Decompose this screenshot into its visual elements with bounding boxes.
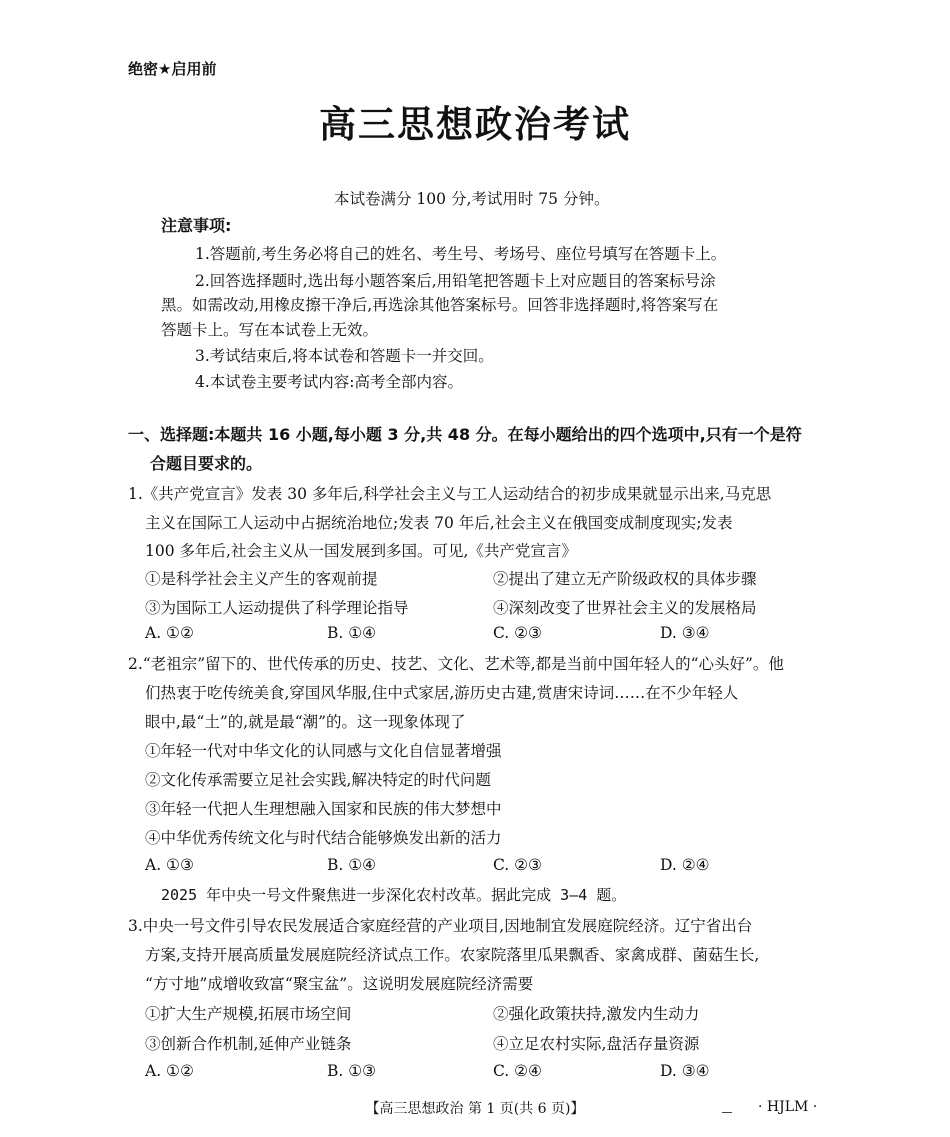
q3-answer-a: A. ①② <box>145 1062 194 1080</box>
q2-answer-d: D. ②④ <box>660 856 710 874</box>
notice-item-2-line-1: 2.回答选择题时,选出每小题答案后,用铅笔把答题卡上对应题目的答案标号涂 <box>195 272 716 290</box>
footer-code: · HJLM · <box>758 1099 818 1115</box>
notice-item-4: 4.本试卷主要考试内容:高考全部内容。 <box>195 373 464 391</box>
q3-option-1: ①扩大生产规模,拓展市场空间 <box>145 1005 352 1023</box>
q1-answer-d: D. ③④ <box>660 624 710 642</box>
q1-stem-line-2: 主义在国际工人运动中占据统治地位;发表 70 年后,社会主义在俄国变成制度现实;发表 <box>145 514 733 532</box>
q1-stem-line-3: 100 多年后,社会主义从一国发展到多国。可见,《共产党宣言》 <box>145 542 577 560</box>
q1-answer-b: B. ①④ <box>327 624 377 642</box>
page-footer: 【高三思想政治 第 1 页(共 6 页)】 <box>365 1101 585 1117</box>
section-heading-line-2: 合题目要求的。 <box>150 454 263 473</box>
q2-stem-line-1: 2.“老祖宗”留下的、世代传承的历史、技艺、文化、艺术等,都是当前中国年轻人的“心头好”。他 <box>128 655 784 673</box>
q1-option-2: ②提出了建立无产阶级政权的具体步骤 <box>493 570 757 588</box>
q1-answer-a: A. ①② <box>145 624 194 642</box>
material-intro: 2025 年中央一号文件聚焦进一步深化农村改革。据此完成 3—4 题。 <box>161 886 627 904</box>
q3-stem-line-2: 方案,支持开展高质量发展庭院经济试点工作。农家院落里瓜果飘香、家禽成群、菌菇生长, <box>145 946 760 964</box>
q3-option-4: ④立足农村实际,盘活存量资源 <box>493 1035 700 1053</box>
q3-stem-line-1: 3.中央一号文件引导农民发展适合家庭经营的产业项目,因地制宜发展庭院经济。辽宁省出台 <box>128 917 753 935</box>
q2-option-2: ②文化传承需要立足社会实践,解决特定的时代问题 <box>145 771 491 789</box>
q2-option-3: ③年轻一代把人生理想融入国家和民族的伟大梦想中 <box>145 800 502 818</box>
exam-title: 高三思想政治考试 <box>319 103 631 146</box>
q3-stem-line-3: “方寸地”成增收致富“聚宝盆”。这说明发展庭院经济需要 <box>145 975 534 993</box>
q2-stem-line-2: 们热衷于吃传统美食,穿国风华服,住中式家居,游历史古建,赏唐宋诗词……在不少年轻人 <box>145 684 739 702</box>
q2-option-1: ①年轻一代对中华文化的认同感与文化自信显著增强 <box>145 742 502 760</box>
q3-answer-c: C. ②④ <box>493 1062 542 1080</box>
q3-answer-b: B. ①③ <box>327 1062 377 1080</box>
exam-intro: 本试卷满分 100 分,考试用时 75 分钟。 <box>334 190 610 208</box>
q2-answer-b: B. ①④ <box>327 856 377 874</box>
q3-answer-d: D. ③④ <box>660 1062 710 1080</box>
q2-option-4: ④中华优秀传统文化与时代结合能够焕发出新的活力 <box>145 829 502 847</box>
notice-item-2-line-2: 黑。如需改动,用橡皮擦干净后,再选涂其他答案标号。回答非选择题时,将答案写在 <box>161 296 719 314</box>
q3-option-3: ③创新合作机制,延伸产业链条 <box>145 1035 352 1053</box>
q1-option-1: ①是科学社会主义产生的客观前提 <box>145 570 378 588</box>
section-heading-line-1: 一、选择题:本题共 16 小题,每小题 3 分,共 48 分。在每小题给出的四个选项中,只有一个是符 <box>128 425 802 444</box>
q1-option-3: ③为国际工人运动提供了科学理论指导 <box>145 599 409 617</box>
q1-option-4: ④深刻改变了世界社会主义的发展格局 <box>493 599 757 617</box>
q2-answer-a: A. ①③ <box>145 856 194 874</box>
notice-item-1: 1.答题前,考生务必将自己的姓名、考生号、考场号、座位号填写在答题卡上。 <box>195 245 727 263</box>
q3-option-2: ②强化政策扶持,激发内生动力 <box>493 1005 700 1023</box>
confidential-label: 绝密★启用前 <box>128 60 217 78</box>
q1-answer-c: C. ②③ <box>493 624 542 642</box>
q2-answer-c: C. ②③ <box>493 856 542 874</box>
q2-stem-line-3: 眼中,最“土”的,就是最“潮”的。这一现象体现了 <box>145 713 466 731</box>
notice-item-2-line-3: 答题卡上。写在本试卷上无效。 <box>161 321 379 339</box>
notice-item-3: 3.考试结束后,将本试卷和答题卡一并交回。 <box>195 347 494 365</box>
q1-stem-line-1: 1.《共产党宣言》发表 30 多年后,科学社会主义与工人运动结合的初步成果就显示出来,马克思 <box>128 485 772 503</box>
notice-heading: 注意事项: <box>161 216 232 235</box>
footer-mark <box>722 1112 732 1113</box>
